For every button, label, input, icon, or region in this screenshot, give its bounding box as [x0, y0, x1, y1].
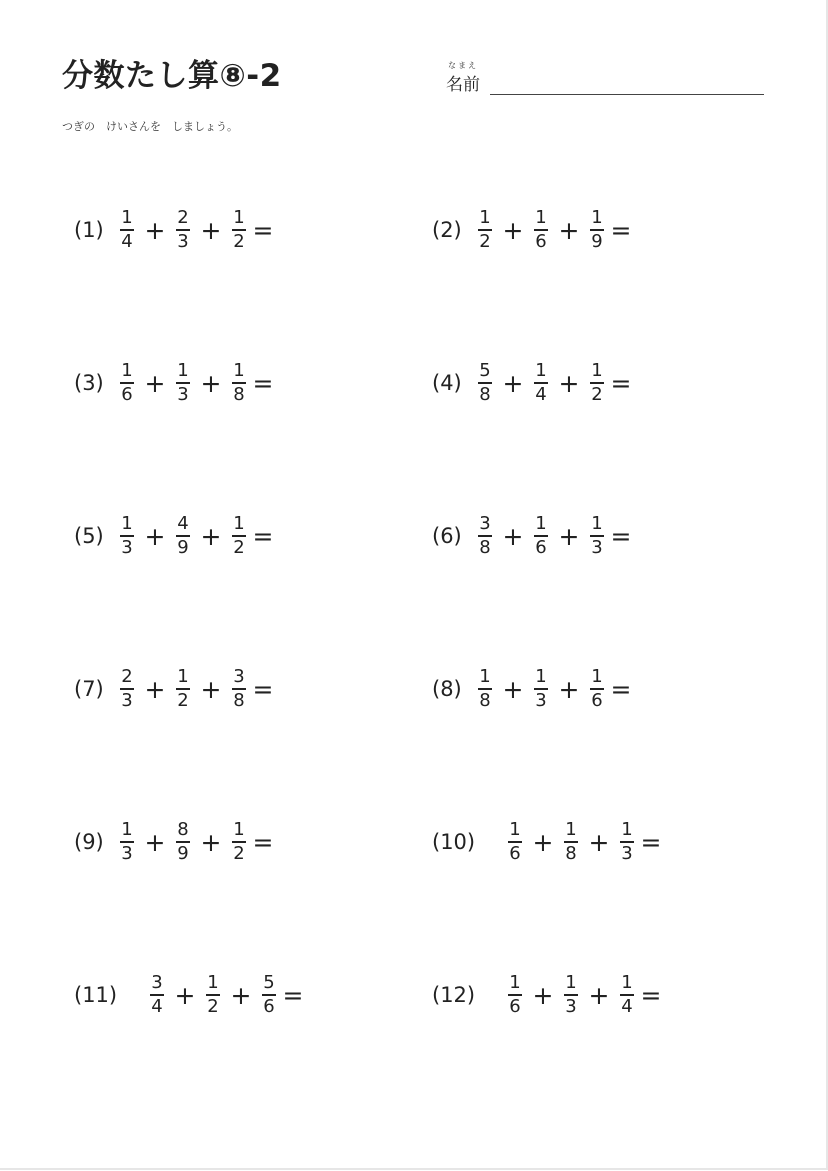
fraction — [586, 208, 608, 252]
denominator: 2 — [591, 384, 603, 405]
problem-number: (7) — [74, 677, 104, 701]
denominator: 2 — [177, 690, 189, 711]
problem-number: (12) — [432, 983, 476, 1007]
fraction — [116, 208, 138, 252]
numerator: 1 — [207, 972, 219, 993]
denominator: 6 — [535, 231, 547, 252]
numerator: 1 — [233, 360, 245, 381]
fraction — [586, 361, 608, 405]
denominator: 8 — [233, 384, 245, 405]
denominator: 8 — [479, 537, 491, 558]
denominator: 9 — [177, 537, 189, 558]
numerator: 1 — [535, 360, 547, 381]
plus-sign: + — [532, 827, 554, 857]
plus-sign: + — [502, 521, 524, 551]
fraction — [228, 361, 250, 405]
equals-sign: = — [252, 521, 274, 551]
problem-item — [432, 353, 634, 413]
plus-sign: + — [144, 674, 166, 704]
problem-number: (1) — [74, 218, 104, 242]
fraction — [116, 361, 138, 405]
problem-item — [432, 200, 634, 260]
name-field[interactable] — [446, 60, 766, 100]
fraction — [504, 973, 526, 1017]
fraction — [172, 361, 194, 405]
numerator: 1 — [591, 207, 603, 228]
denominator: 6 — [263, 996, 275, 1017]
plus-sign: + — [588, 980, 610, 1010]
fraction — [586, 514, 608, 558]
equals-sign: = — [610, 215, 632, 245]
name-label: 名前 — [446, 75, 480, 95]
denominator: 2 — [479, 231, 491, 252]
denominator: 3 — [121, 843, 133, 864]
denominator: 6 — [509, 843, 521, 864]
denominator: 8 — [479, 690, 491, 711]
problem-item — [432, 506, 634, 566]
plus-sign: + — [558, 215, 580, 245]
numerator: 1 — [121, 360, 133, 381]
plus-sign: + — [502, 674, 524, 704]
name-ruby: なまえ — [448, 61, 478, 70]
numerator: 1 — [233, 513, 245, 534]
problem-item — [74, 200, 276, 260]
fraction — [228, 667, 250, 711]
fraction — [616, 973, 638, 1017]
fraction — [172, 667, 194, 711]
equals-sign: = — [252, 368, 274, 398]
denominator: 4 — [151, 996, 163, 1017]
plus-sign: + — [558, 368, 580, 398]
plus-sign: + — [200, 674, 222, 704]
problem-number: (10) — [432, 830, 476, 854]
denominator: 3 — [121, 537, 133, 558]
plus-sign: + — [144, 368, 166, 398]
problem-number: (8) — [432, 677, 462, 701]
numerator: 1 — [121, 819, 133, 840]
fraction — [474, 208, 496, 252]
denominator: 2 — [233, 537, 245, 558]
plus-sign: + — [200, 827, 222, 857]
numerator: 5 — [479, 360, 491, 381]
denominator: 8 — [233, 690, 245, 711]
denominator: 9 — [177, 843, 189, 864]
plus-sign: + — [200, 215, 222, 245]
plus-sign: + — [230, 980, 252, 1010]
denominator: 4 — [121, 231, 133, 252]
denominator: 6 — [591, 690, 603, 711]
denominator: 3 — [621, 843, 633, 864]
denominator: 2 — [207, 996, 219, 1017]
numerator: 8 — [177, 819, 189, 840]
numerator: 1 — [233, 207, 245, 228]
problem-number: (6) — [432, 524, 462, 548]
numerator: 1 — [479, 207, 491, 228]
problem-number: (9) — [74, 830, 104, 854]
plus-sign: + — [200, 368, 222, 398]
fraction — [530, 514, 552, 558]
fraction — [504, 820, 526, 864]
fraction — [560, 820, 582, 864]
problem-item — [432, 965, 664, 1025]
numerator: 1 — [177, 666, 189, 687]
problem-item — [74, 353, 276, 413]
problem-item — [74, 812, 276, 872]
fraction — [202, 973, 224, 1017]
denominator: 4 — [621, 996, 633, 1017]
numerator: 1 — [121, 207, 133, 228]
numerator: 3 — [233, 666, 245, 687]
numerator: 1 — [509, 972, 521, 993]
fraction — [258, 973, 280, 1017]
fraction — [172, 514, 194, 558]
plus-sign: + — [144, 827, 166, 857]
equals-sign: = — [640, 980, 662, 1010]
numerator: 1 — [233, 819, 245, 840]
fraction — [474, 514, 496, 558]
instruction-text: つぎの けいさんを しましょう。 — [62, 120, 238, 133]
numerator: 1 — [535, 513, 547, 534]
fraction — [116, 667, 138, 711]
numerator: 3 — [151, 972, 163, 993]
denominator: 3 — [591, 537, 603, 558]
numerator: 1 — [591, 666, 603, 687]
plus-sign: + — [144, 215, 166, 245]
denominator: 8 — [479, 384, 491, 405]
numerator: 1 — [479, 666, 491, 687]
numerator: 1 — [591, 360, 603, 381]
fraction — [474, 361, 496, 405]
plus-sign: + — [558, 674, 580, 704]
equals-sign: = — [252, 827, 274, 857]
equals-sign: = — [610, 521, 632, 551]
numerator: 1 — [565, 819, 577, 840]
fraction — [530, 208, 552, 252]
problem-number: (2) — [432, 218, 462, 242]
numerator: 1 — [621, 972, 633, 993]
numerator: 4 — [177, 513, 189, 534]
name-write-line[interactable] — [490, 94, 764, 95]
worksheet-title: 分数たし算⑧-2 — [62, 58, 282, 94]
denominator: 8 — [565, 843, 577, 864]
numerator: 1 — [177, 360, 189, 381]
fraction — [530, 667, 552, 711]
denominator: 2 — [233, 843, 245, 864]
plus-sign: + — [532, 980, 554, 1010]
plus-sign: + — [558, 521, 580, 551]
plus-sign: + — [200, 521, 222, 551]
equals-sign: = — [610, 674, 632, 704]
equals-sign: = — [252, 674, 274, 704]
problem-number: (4) — [432, 371, 462, 395]
numerator: 1 — [621, 819, 633, 840]
numerator: 1 — [565, 972, 577, 993]
problem-item — [74, 659, 276, 719]
plus-sign: + — [502, 368, 524, 398]
equals-sign: = — [252, 215, 274, 245]
fraction — [172, 820, 194, 864]
numerator: 1 — [121, 513, 133, 534]
plus-sign: + — [174, 980, 196, 1010]
equals-sign: = — [610, 368, 632, 398]
denominator: 3 — [177, 384, 189, 405]
problem-item — [74, 506, 276, 566]
denominator: 6 — [121, 384, 133, 405]
fraction — [560, 973, 582, 1017]
fraction — [228, 208, 250, 252]
fraction — [474, 667, 496, 711]
fraction — [616, 820, 638, 864]
numerator: 5 — [263, 972, 275, 993]
numerator: 1 — [535, 207, 547, 228]
denominator: 3 — [177, 231, 189, 252]
fraction — [228, 820, 250, 864]
plus-sign: + — [588, 827, 610, 857]
plus-sign: + — [144, 521, 166, 551]
denominator: 4 — [535, 384, 547, 405]
denominator: 9 — [591, 231, 603, 252]
denominator: 3 — [121, 690, 133, 711]
fraction — [146, 973, 168, 1017]
fraction — [228, 514, 250, 558]
problem-item — [432, 659, 634, 719]
equals-sign: = — [640, 827, 662, 857]
numerator: 2 — [121, 666, 133, 687]
numerator: 1 — [509, 819, 521, 840]
problem-number: (3) — [74, 371, 104, 395]
fraction — [172, 208, 194, 252]
denominator: 3 — [565, 996, 577, 1017]
denominator: 3 — [535, 690, 547, 711]
problem-number: (11) — [74, 983, 118, 1007]
numerator: 1 — [591, 513, 603, 534]
problem-item — [74, 965, 306, 1025]
equals-sign: = — [282, 980, 304, 1010]
numerator: 2 — [177, 207, 189, 228]
problem-item — [432, 812, 664, 872]
fraction — [116, 514, 138, 558]
plus-sign: + — [502, 215, 524, 245]
fraction — [586, 667, 608, 711]
denominator: 6 — [535, 537, 547, 558]
denominator: 2 — [233, 231, 245, 252]
fraction — [530, 361, 552, 405]
problem-number: (5) — [74, 524, 104, 548]
numerator: 1 — [535, 666, 547, 687]
denominator: 6 — [509, 996, 521, 1017]
numerator: 3 — [479, 513, 491, 534]
fraction — [116, 820, 138, 864]
